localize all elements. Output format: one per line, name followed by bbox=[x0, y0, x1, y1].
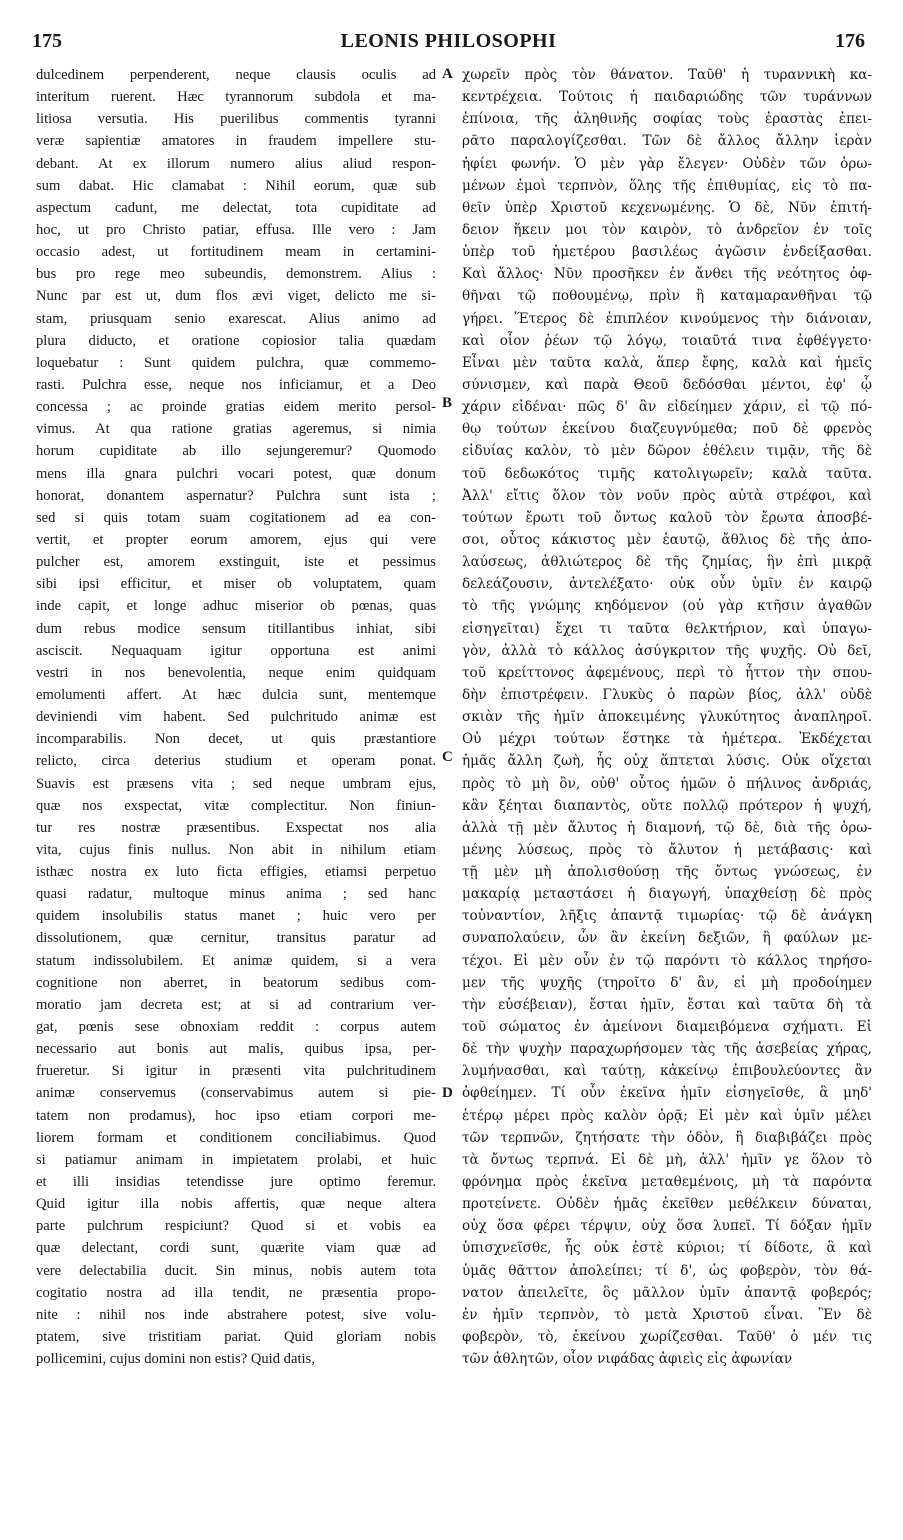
greek-text-line: τοὐναντίον, λῆξις ἀπαντᾷ τιμωρίας· τῷ δὲ ἀνάγκη bbox=[462, 908, 872, 925]
greek-text-line: Οὐ μέχρι τούτων ἕστηκε τὰ ἡμέτερα. Ἐκδέχεται bbox=[462, 731, 872, 748]
section-marker-c: C bbox=[442, 749, 453, 765]
greek-text-line: Ἀλλ' εἴτις ὅλον τὸν νοῦν πρὸς αὐτὰ στρέφοι, καὶ bbox=[462, 487, 872, 504]
latin-text-line: stam, priusquam senio exarescat. Alius animo ad bbox=[36, 310, 436, 327]
greek-text-line: τὴν εὐσέβειαν), ἔσται ἡμῖν, ἔσται καὶ ταῦτα δὴ τὰ bbox=[462, 996, 872, 1013]
latin-text-line: emolumenti affert. At hæc dulcia sunt, mentemque bbox=[36, 686, 436, 703]
greek-text-line: ὑπισχνεῖσθε, ἧς οὐκ ἐστὲ κύριοι; τί δίδοτε, ἃ καὶ bbox=[462, 1240, 872, 1257]
greek-text-line: κεντρέχεια. Τούτοις ἡ παιδαριώδης τῶν τυράννων bbox=[462, 89, 872, 106]
latin-text-line: parte pulchrum respiciunt? Quod si et vobis ea bbox=[36, 1218, 436, 1235]
latin-text-line: quasi radatur, multoque minus anima ; sed hanc bbox=[36, 886, 436, 903]
latin-text-line: litiosa versutia. His puerilibus commentis tyranni bbox=[36, 111, 436, 128]
latin-text-line: vita, cujus finis nullus. Non abit in nihilum etiam bbox=[36, 841, 436, 858]
greek-text-line: καὶ οἷον ῥέων τῷ λόγῳ, τοιαῦτά τινα ἐφθέγγετο· bbox=[462, 332, 872, 349]
latin-text-line: debant. At ex illorum numero alius aliud respon- bbox=[36, 155, 436, 172]
latin-text-line: animæ conservemus (conservabimus autem si pie- bbox=[36, 1085, 436, 1102]
latin-text-line: vestri in nos benevolentia, neque enim quidquam bbox=[36, 664, 436, 681]
latin-text-line: pollicemini, cujus domini non estis? Quid datis, bbox=[36, 1351, 315, 1368]
greek-text-line: Εἶναι μὲν ταῦτα καλὰ, ἅπερ ἔφης, καλὰ καὶ ἡμεῖς bbox=[462, 354, 872, 371]
greek-text-line: ρᾶτο παραλογίζεσθαι. Τῶν δὲ ἄλλος ἄλλην ἱερὰν bbox=[462, 133, 872, 150]
latin-text-line: quæ nos exspectat, vitæ complectitur. Non finiun- bbox=[36, 797, 436, 814]
latin-text-line: hoc, ut pro Christo patiar, effusa. Ille vero : Jam bbox=[36, 221, 436, 238]
latin-text-line: moratio jam decreta est; at si ad contrarium ver- bbox=[36, 996, 436, 1013]
latin-text-line: asciscit. Nequaquam igitur opportuna est animi bbox=[36, 642, 436, 659]
latin-text-line: sibi ipsi efficitur, et miser ob voluptatem, quam bbox=[36, 576, 436, 593]
greek-text-line: φρόνημα πρὸς ἐκεῖνα μεταθεμένοις, μὴ τὰ παρόντα bbox=[462, 1174, 872, 1191]
running-title: LEONIS PHILOSOPHI bbox=[340, 30, 557, 52]
latin-text-line: isthæc nostra ex luto ficta effigies, etiamsi perpetuo bbox=[36, 864, 436, 881]
greek-text-line: ἡμᾶς ἄλλη ζωὴ, ἧς οὐχ ἅπτεται λύσις. Οὐκ οἴχεται bbox=[462, 753, 872, 770]
greek-text-line: ἑτέρῳ μέρει πρὸς καλὸν ὁρᾷ; Εἰ μὲν καὶ ὑμῖν μέλει bbox=[462, 1107, 872, 1124]
greek-text-line: δὲ τὴν ψυχὴν παραχωρήσομεν τὰς τῆς ἀσεβείας χήρας, bbox=[462, 1041, 872, 1058]
latin-text-line: cogitatio nostra ad illa tendit, ne præsentia propo- bbox=[36, 1284, 436, 1301]
greek-text-line: τέχοι. Εἰ μὲν οὖν ἐν τῷ παρόντι τὸ κάλλος τηρήσο- bbox=[462, 952, 872, 969]
latin-text-line: honorat, donantem aspernatur? Pulchra sunt ista ; bbox=[36, 487, 436, 504]
latin-text-line: bus pro rege meo subeundis, demonstrem. Alius : bbox=[36, 266, 436, 283]
greek-text-line: μεν τῆς ψυχῆς (τηροῖτο δ' ἂν, εἰ μὴ προδοίημεν bbox=[462, 974, 872, 991]
greek-text-line: ἐπίνοια, τῆς ἀληθινῆς σοφίας τοὺς ἐραστὰς ἐπει- bbox=[462, 111, 872, 128]
latin-text-line: loquebatur : Sunt quidem pulchra, quæ commemo- bbox=[36, 354, 436, 371]
latin-text-line: veræ sapientiæ amatores in fraudem impellere stu- bbox=[36, 133, 436, 150]
page-number-right: 176 bbox=[835, 30, 865, 52]
latin-text-line: incomparabilis. Non decet, ut quis præstantiore bbox=[36, 731, 436, 748]
page-number-left: 175 bbox=[32, 30, 62, 52]
greek-text-line: ἀλλὰ τῇ μὲν ἄλυτος ἡ διαμονή, τῷ δὲ, διὰ τῆς ὁρω- bbox=[462, 819, 872, 836]
latin-text-line: statum indissolubilem. Et animæ quidem, si a vera bbox=[36, 952, 436, 969]
latin-text-line: vere delectabilia ducit. Sin minus, nobis autem tota bbox=[36, 1262, 436, 1279]
greek-text-line: τοῦ δεδωκότος τιμῆς κατολιγωρεῖν; καλὰ ταῦτα. bbox=[462, 465, 872, 482]
latin-text-line: inde capit, et longe adhuc miserior ob pœnas, quas bbox=[36, 598, 436, 615]
greek-text-line: θεῖν ὑπὲρ Χριστοῦ κεχενωμένης. Ὁ δὲ, Νῦν ἐπιτή- bbox=[462, 199, 872, 216]
greek-text-line: ἐν ἡμῖν τερπνὸν, τὸ μετὰ Χριστοῦ εἶναι. Ἓν δὲ bbox=[462, 1306, 872, 1323]
latin-text-line: sed si quis totam suam cogitationem ad ea con- bbox=[36, 509, 436, 526]
latin-text-line: necessario aut bonis aut malis, quibus ipsa, per- bbox=[36, 1041, 436, 1058]
greek-text-line: τούτων ἔρωτι τοῦ ὄντως καλοῦ τὸν ἔρωτα ἀποσβέ- bbox=[462, 509, 872, 526]
greek-text-line: φοβερὸν, τὸ, ἐκείνου χωρίζεσθαι. Ταῦθ' ὁ μέν τις bbox=[462, 1329, 872, 1346]
latin-text-line: rasti. Pulchra esse, neque nos inficiamur, et a Deo bbox=[36, 376, 436, 393]
greek-text-line: δελεάζουσιν, ἀντελέξατο· οὐκ οὖν ὑμῖν ἐν καιρῷ bbox=[462, 576, 872, 593]
latin-text-line: interitum ruerent. Hæc tyrannorum subdola et ma- bbox=[36, 89, 436, 106]
latin-text-line: et illi insidias tetendisse jure optimo feremur. bbox=[36, 1174, 436, 1191]
greek-text-line: Καὶ ἄλλος· Νῦν προσῆκεν ἐν ἄνθει τῆς νεότητος ὀφ- bbox=[462, 266, 872, 283]
latin-text-line: si patiamur animam in impietatem prolabi, et huic bbox=[36, 1151, 436, 1168]
greek-text-line: οὐχ ὅσα φέρει τέρψιν, οὐχ ὅσα λυπεῖ. Τί δόξαν ἡμῖν bbox=[462, 1218, 872, 1235]
greek-text-line: μένων ἐμοὶ τερπνὸν, ὅλης τῆς ἐπιθυμίας, εἰς τὸ πα- bbox=[462, 177, 872, 194]
latin-text-line: occasio adest, ut fortitudinem meam in certamini- bbox=[36, 244, 436, 261]
greek-text-line: λυμήνασθαι, καὶ ταύτῃ, κἀκείνῳ ἐπιβουλεύοντες ἂν bbox=[462, 1063, 872, 1080]
greek-text-line: τὸ τῆς γνώμης κηδόμενον (οὐ γὰρ κτῆσιν ἀγαθῶν bbox=[462, 598, 872, 615]
latin-text-line: quidem insolubilis status manet ; huic vero per bbox=[36, 908, 436, 925]
greek-text-line: τῶν τερπνῶν, ζητήσατε τὴν ὁδὸν, ἣ διαβιβάζει πρὸς bbox=[462, 1129, 872, 1146]
greek-text-line: γὸν, ἀλλὰ τὸ κάλλος ἀσύγκριτον τῆς ψυχῆς. Οὐ δεῖ, bbox=[462, 642, 872, 659]
greek-text-line: προτείνετε. Οὐδὲν ἡμᾶς ἐκεῖθεν μεθέλκειν δύναται, bbox=[462, 1196, 872, 1213]
latin-text-line: pulcher est, amorem exstinguit, iste et pessimus bbox=[36, 554, 436, 571]
greek-text-line: χωρεῖν πρὸς τὸν θάνατον. Ταῦθ' ἡ τυραννικὴ κα- bbox=[462, 67, 872, 83]
latin-text-line: nite : nihil nos inde abstrahere potest, sive volu- bbox=[36, 1306, 436, 1323]
latin-text-line: frueretur. Si igitur in præsenti vita pulchritudinem bbox=[36, 1063, 436, 1080]
section-marker-a: A bbox=[442, 66, 453, 82]
page-header bbox=[30, 28, 867, 58]
latin-text-line: Quid igitur illa nobis affertis, quæ neque altera bbox=[36, 1196, 436, 1213]
section-marker-b: B bbox=[442, 395, 453, 411]
greek-text-line: εἰδυίας καλὸν, τὸ μὲν δῶρον ἐθέλειν τιμᾷν, τῆς δὲ bbox=[462, 443, 872, 460]
latin-text-line: quæ delectant, cordi sunt, quærite viam quæ ad bbox=[36, 1240, 436, 1257]
greek-text-line: ὑμᾶς θᾶττον ἀπολείπει; τί δ', ὡς φοβερὸν, τὸν θά- bbox=[462, 1262, 872, 1279]
latin-text-line: gat, pœnis sese obnoxiam reddit : corpus autem bbox=[36, 1019, 436, 1036]
greek-text-line: λαύσεως, ἀθλιώτερος δὲ τῆς ζημίας, ἣν ἐπὶ μικρᾷ bbox=[462, 554, 872, 571]
greek-text-line: ὑπὲρ τοῦ ἡμετέρου βασιλέως ἀγῶσιν ἐνδείξασθαι. bbox=[462, 244, 872, 261]
latin-text-line: Nunc par est ut, dum flos ævi viget, delicto me si- bbox=[36, 288, 436, 305]
latin-text-line: plura diducto, et oratione copiosior talia quædam bbox=[36, 332, 436, 349]
latin-text-line: dissolutionem, quæ cernitur, transitus paratur ad bbox=[36, 930, 436, 947]
latin-text-line: ptatem, sive tristitiam pariat. Quid gloriam nobis bbox=[36, 1329, 436, 1346]
greek-text-line: συναπολαύειν, ὧν ἂν ἐκείνη δεξιῶν, ἢ φαύλων με- bbox=[462, 930, 872, 947]
greek-text-line: τοῦ κρείττονος ἀφεμένους, περὶ τὸ ἧττον τὴν σπου- bbox=[462, 664, 872, 681]
greek-text-line: χάριν εἰδέναι· πῶς δ' ἂν εἰδείημεν χάριν, εἰ τῷ πό- bbox=[462, 399, 872, 416]
latin-text-line: aspectum cadunt, me delectat, tota cupiditate ad bbox=[36, 199, 436, 216]
greek-text-line: τῇ μὲν μὴ ἀπολισθούσῃ τῆς ὄντως γνώσεως, ἐν bbox=[462, 864, 872, 881]
greek-text-line: σκιὰν τῆς ἡμῖν ἀποκειμένης γλυκύτητος ἀναπληροῖ. bbox=[462, 709, 872, 726]
latin-text-line: dum rebus modice sensum titillantibus inhiat, sibi bbox=[36, 620, 436, 637]
greek-text-line: νατον ἀπειλεῖτε, ὃς μᾶλλον ὑμῖν ἀπαντᾷ φοβερός; bbox=[462, 1284, 872, 1301]
greek-text-line: σοι, οὗτος κάκιστος μὲν ἑαυτῷ, ἄθλιος δὲ τῆς ἀπο- bbox=[462, 531, 872, 548]
greek-text-line: εἰσηγεῖται) ἔχει τι ταῦτα θελκτήριον, καὶ ὑπαγω- bbox=[462, 620, 872, 637]
latin-text-line: sum dabat. Hic clamabat : Nihil eorum, quæ sub bbox=[36, 177, 436, 194]
greek-text-line: κἂν ξέηται διαπαντὸς, οὔτε πολλῷ πρότερον ἡ ψυχή, bbox=[462, 797, 872, 814]
latin-text-line: liorem formam et conditionem conciliabimus. Quod bbox=[36, 1129, 436, 1146]
greek-text-line: μακαρίᾳ μεταστάσει ἡ διαγωγή, ὑπαχθείσῃ δὲ πρὸς bbox=[462, 886, 872, 903]
latin-column bbox=[36, 64, 436, 1370]
latin-text-line: mens illa gnara pulchri vocari potest, quæ donum bbox=[36, 465, 436, 482]
latin-text-line: tur res nostræ præsentibus. Exspectat nos alia bbox=[36, 819, 436, 836]
latin-text-line: vimus. At qua ratione gratias ageremus, si nimia bbox=[36, 421, 436, 438]
greek-text-line: τῶν ἀθλητῶν, οἷον νιφάδας ἀφιεὶς εἰς ἀφωνίαν bbox=[462, 1351, 793, 1368]
greek-text-line: σύνισμεν, καὶ παρὰ Θεοῦ δεδόσθαι μέντοι, ἐφ' ᾧ bbox=[462, 376, 872, 393]
greek-text-line: τὰ ὄντως τερπνά. Εἰ δὲ μὴ, ἀλλ' ἡμῖν γε ὅλον τὸ bbox=[462, 1151, 872, 1168]
greek-text-line: θῆναι τῷ ποθουμένῳ, πρὶν ἢ καταμαρανθῆναι τῷ bbox=[462, 288, 872, 305]
greek-text-line: πρὸς τὸ μὴ ὂν, οὐθ' οὗτος ἡμῶν ὁ πήλινος ἀνδριάς, bbox=[462, 775, 872, 792]
latin-text-line: concessa ; ac proinde gratias eidem merito persol- bbox=[36, 399, 436, 416]
greek-text-line: ἠφίει φωνήν. Ὁ μὲν γὰρ ἔλεγεν· Οὐδὲν τῶν ὁρω- bbox=[462, 155, 872, 172]
latin-text-line: Suavis est præsens vita ; sed neque umbram ejus, bbox=[36, 775, 436, 792]
section-marker-d: D bbox=[442, 1085, 453, 1101]
greek-text-line: δὴν ἐπιστρέφειν. Γλυκὺς ὁ παρὼν βίος, ἀλλ' οὐδὲ bbox=[462, 686, 872, 703]
greek-text-line: ὀφθείημεν. Τί οὖν ἐκεῖνα ἡμῖν εἰσηγεῖσθε, ἃ μηδ' bbox=[462, 1085, 872, 1102]
latin-text-line: vertit, et propter eorum amorem, ejus qui vere bbox=[36, 531, 436, 548]
greek-text-line: γήρει. Ἕτερος δὲ ἐπιπλέον κινούμενος τὴν διάνοιαν, bbox=[462, 310, 872, 327]
greek-text-line: τοῦ σώματος ἐν ἀμείνονι διαμειβόμενα σχήματι. Εἰ bbox=[462, 1019, 872, 1036]
greek-text-line: θῳ τούτων ἐκείνου διαζευγνύμεθα; ποῦ δὲ φρενὸς bbox=[462, 421, 872, 438]
latin-text-line: horum cupiditate ab illo sejungeremur? Quomodo bbox=[36, 443, 436, 460]
latin-text-line: deviniendi vim habent. Sed pulchritudo animæ est bbox=[36, 709, 436, 726]
greek-text-line: μένης λύσεως, πρὸς τὸ ἄλυτον ἡ μετάβασις· καὶ bbox=[462, 841, 872, 858]
greek-text-line: δειον ἥκειν μοι τὸν καιρὸν, τὸ ἀνδρεῖον ἐν τοῖς bbox=[462, 221, 872, 238]
latin-text-line: relicto, circa deterius studium et operam ponat. bbox=[36, 753, 436, 770]
latin-text-line: cognitione non aberret, in beatorum sedibus com- bbox=[36, 974, 436, 991]
greek-column bbox=[462, 64, 872, 1370]
latin-text-line: tatem non prodamus), hoc ipso etiam corpori me- bbox=[36, 1107, 436, 1124]
latin-text-line: dulcedinem perpenderent, neque clausis oculis ad bbox=[36, 67, 436, 83]
